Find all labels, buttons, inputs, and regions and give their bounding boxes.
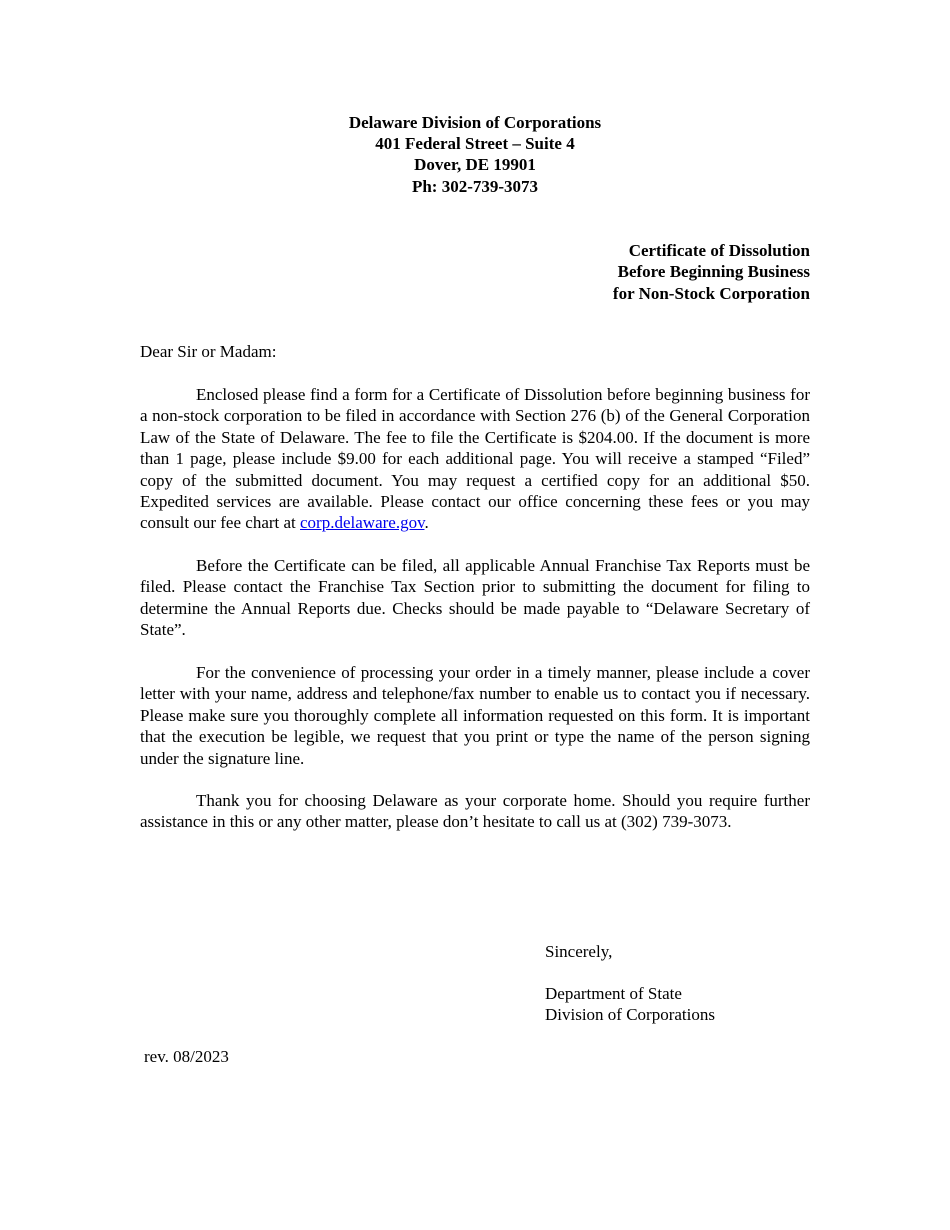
salutation: Dear Sir or Madam:	[140, 342, 277, 361]
street-address: 401 Federal Street – Suite 4	[375, 134, 575, 154]
paragraph-fees-end: .	[424, 513, 429, 533]
closing-sincerely: Sincerely,	[545, 942, 613, 961]
paragraph-thank-you: Thank you for choosing Delaware as your corporate home. Should you require further assistance in this or any other matter, please don’t hesitate to call us at (302) 739-3073.	[140, 791, 810, 832]
signature-department: Department of State	[545, 984, 682, 1003]
phone-number: Ph: 302-739-3073	[411, 176, 539, 196]
city-state-zip: Dover, DE 19901	[414, 155, 536, 175]
document-title	[613, 240, 810, 304]
title-line-3: for Non-Stock Corporation	[612, 283, 810, 303]
corp-delaware-link[interactable]: corp.delaware.gov	[300, 513, 425, 533]
letterhead	[0, 112, 950, 197]
signature-division: Division of Corporations	[545, 1005, 715, 1024]
paragraph-franchise-tax: Before the Certificate can be filed, all applicable Annual Franchise Tax Reports must be filed. Please contact the Franchise Tax Section prior to submitting the document for filing to determine the Annual Reports due. Checks should be made payable to “Delaware Secretary of State”.	[140, 556, 810, 640]
paragraph-fees	[140, 384, 810, 534]
org-name: Delaware Division of Corporations	[348, 113, 602, 132]
title-line-2: Before Beginning Business	[617, 262, 810, 282]
paragraph-fees-text: Enclosed please find a form for a Certificate of Dissolution before beginning business for a non-stock corporation to be filed in accordance with Section 276 (b) of the General Corporation Law of the State of Delaware. The fee to file the Certificate is $204.00. If the document is more than 1 page, please include $9.00 for each additional page. You will receive a stamped “Filed” copy of the submitted document. You may request a certified copy for an additional $50. Expedited services are available. Please contact our office concerning these fees or you may consult our fee chart at	[140, 385, 810, 533]
revision-date: rev. 08/2023	[144, 1047, 229, 1066]
title-line-1: Certificate of Dissolution	[628, 241, 810, 260]
paragraph-convenience: For the convenience of processing your order in a timely manner, please include a cover letter with your name, address and telephone/fax number to enable us to contact you if necessary. Please make sure you thoroughly complete all information requested on this form. It is important that the execution be legible, we request that you print or type the name of the person signing under the signature line.	[140, 663, 810, 768]
